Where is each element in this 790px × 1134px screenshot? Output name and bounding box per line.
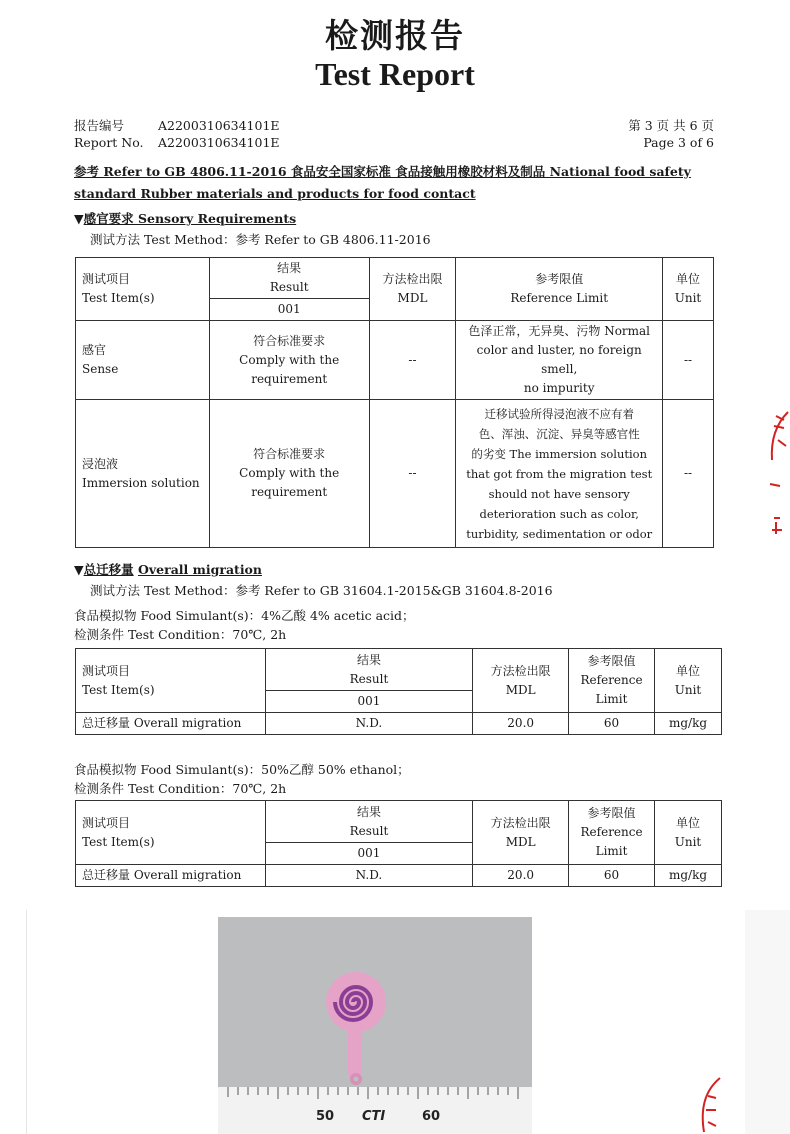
ruler-brand-label: CTI	[362, 1109, 386, 1124]
header-reference-line: Limit	[595, 692, 628, 706]
header-reference-limit	[569, 649, 655, 713]
header-mdl-en: MDL	[397, 291, 428, 305]
row-reference	[456, 400, 663, 548]
row-reference-line: 色泽正常，无异臭、污物 Normal	[468, 324, 651, 338]
header-test-item	[76, 801, 266, 865]
table-row	[76, 400, 714, 548]
header-reference-en: Reference Limit	[510, 291, 609, 305]
table-row	[76, 865, 722, 887]
migration-table-1	[75, 648, 722, 735]
food-simulant-2: 食品模拟物 Food Simulant(s)：50%乙醇 50% ethanol；	[74, 762, 410, 777]
header-mdl-cn: 方法检出限	[382, 272, 443, 286]
row-unit: --	[663, 400, 714, 548]
page-edge-shade	[745, 910, 790, 1134]
header-mdl	[369, 258, 456, 321]
header-test-item-cn: 测试项目	[82, 663, 131, 678]
row-reference-line: should not have sensory	[488, 486, 630, 501]
header-unit-en: Unit	[674, 834, 702, 849]
table-row	[76, 713, 722, 735]
row-reference-line: 的劣变 The immersion solution	[471, 446, 647, 461]
page-edge-line	[26, 910, 27, 1134]
row-result-line: 符合标准要求	[253, 447, 326, 461]
migration-heading-en: Overall migration	[138, 562, 262, 577]
sample-photo	[218, 917, 532, 1134]
row-reference-line: that got from the migration test	[466, 466, 653, 481]
migration-table-2	[75, 800, 722, 887]
row-unit: mg/kg	[655, 713, 722, 735]
header-sample-id: 001	[265, 843, 473, 865]
migration-header-row	[76, 801, 722, 843]
header-unit	[655, 649, 722, 713]
header-result-cn: 结果	[277, 261, 302, 275]
header-test-item-cn: 测试项目	[82, 815, 131, 830]
page-number-en: Page 3 of 6	[643, 135, 714, 150]
row-result-line: requirement	[251, 485, 328, 499]
header-mdl	[473, 801, 569, 865]
header-reference-cn: 参考限值	[535, 272, 584, 286]
header-mdl-cn: 方法检出限	[490, 815, 551, 830]
report-no-en: A2200310634101E	[158, 135, 280, 150]
header-reference-line: 参考限值	[587, 654, 636, 668]
header-result-cn: 结果	[356, 804, 381, 819]
standard-line-2: standard Rubber materials and products for food contact	[74, 186, 476, 201]
header-result	[209, 258, 369, 299]
standard-reference	[74, 161, 714, 205]
row-reference-line: color and luster, no foreign smell,	[476, 343, 642, 376]
ruler-label-60: 60	[422, 1109, 441, 1124]
row-item	[76, 321, 210, 400]
header-reference-line: Limit	[595, 844, 628, 858]
header-reference-line: 参考限值	[587, 806, 636, 820]
header-result-en: Result	[349, 671, 389, 686]
row-mdl: 20.0	[473, 713, 569, 735]
row-result-line: Comply with the	[239, 466, 340, 480]
header-mdl	[473, 649, 569, 713]
row-mdl: --	[369, 321, 456, 400]
row-reference	[456, 321, 663, 400]
header-unit	[655, 801, 722, 865]
header-mdl-cn: 方法检出限	[490, 663, 551, 678]
migration-header-row	[76, 649, 722, 691]
header-result-en: Result	[269, 280, 309, 294]
migration-heading	[74, 560, 262, 578]
row-item: 总迁移量 Overall migration	[76, 713, 266, 735]
row-result: N.D.	[265, 865, 473, 887]
header-reference-limit	[569, 801, 655, 865]
lollipop-sample-icon	[218, 917, 532, 1087]
header-unit-en: Unit	[674, 291, 702, 305]
report-title-cn: 检测报告	[325, 16, 465, 55]
triangle-marker-icon: ▼	[74, 562, 84, 577]
header-test-item-cn: 测试项目	[82, 272, 131, 286]
header-test-item-en: Test Item(s)	[82, 834, 155, 849]
row-item-cn: 感官	[82, 343, 107, 357]
header-test-item-en: Test Item(s)	[82, 291, 155, 305]
header-unit-en: Unit	[674, 682, 702, 697]
header-reference-limit	[456, 258, 663, 321]
header-test-item	[76, 258, 210, 321]
report-no-cn: A2200310634101E	[158, 118, 280, 133]
measuring-ruler	[218, 1087, 532, 1134]
row-item-cn: 浸泡液	[82, 456, 119, 471]
stamp-fragment-icon	[696, 1076, 726, 1134]
ruler-label-50: 50	[316, 1109, 335, 1124]
header-test-item	[76, 649, 266, 713]
migration-method: 测试方法 Test Method：参考 Refer to GB 31604.1-2015&GB 31604.8-2016	[90, 583, 553, 598]
header-result-cn: 结果	[356, 652, 381, 667]
row-mdl: 20.0	[473, 865, 569, 887]
header-sample-id: 001	[265, 691, 473, 713]
header-result	[265, 801, 473, 843]
header-mdl-en: MDL	[505, 682, 536, 697]
row-reference-line: no impurity	[523, 381, 595, 395]
row-item: 总迁移量 Overall migration	[76, 865, 266, 887]
row-reference-line: deterioration such as color,	[479, 506, 639, 521]
row-result	[209, 321, 369, 400]
report-no-label-cn: 报告编号	[74, 118, 125, 133]
row-reference-line: turbidity, sedimentation or odor	[466, 526, 653, 541]
test-condition-2: 检测条件 Test Condition：70℃, 2h	[74, 781, 287, 796]
row-reference-line: 色、浑浊、沉淀、异臭等感官性	[478, 426, 640, 441]
row-limit: 60	[569, 865, 655, 887]
row-item-en: Immersion solution	[82, 475, 200, 490]
table-row	[76, 321, 714, 400]
sensory-header-row	[76, 258, 714, 299]
header-reference-line: Reference	[580, 825, 643, 839]
header-reference-line: Reference	[580, 673, 643, 687]
row-result-line: Comply with the	[239, 352, 340, 367]
header-mdl-en: MDL	[505, 834, 536, 849]
header-result	[265, 649, 473, 691]
header-sample-id: 001	[209, 299, 369, 321]
header-unit-cn: 单位	[676, 272, 701, 286]
header-result-en: Result	[349, 823, 389, 838]
row-mdl: --	[369, 400, 456, 548]
food-simulant-1: 食品模拟物 Food Simulant(s)：4%乙酸 4% acetic acid；	[74, 608, 415, 623]
standard-line-1: 参考 Refer to GB 4806.11-2016 食品安全国家标准 食品接触用橡胶材料及制品 National food safety	[74, 164, 691, 179]
sensory-heading	[74, 209, 296, 227]
row-result	[209, 400, 369, 548]
report-title-en: Test Report	[315, 56, 475, 92]
row-item	[76, 400, 210, 548]
row-limit: 60	[569, 713, 655, 735]
test-condition-1: 检测条件 Test Condition：70℃, 2h	[74, 627, 287, 642]
ruler-ticks	[218, 1087, 532, 1107]
stamp-fragment-icon	[762, 400, 790, 560]
row-unit: mg/kg	[655, 865, 722, 887]
header-unit	[663, 258, 714, 321]
migration-heading-cn: 总迁移量	[83, 562, 134, 577]
row-item-en: Sense	[82, 362, 119, 376]
header-unit-cn: 单位	[676, 815, 701, 830]
page-number-cn: 第 3 页 共 6 页	[628, 118, 714, 133]
triangle-marker-icon: ▼	[74, 211, 84, 226]
row-result-line: requirement	[251, 371, 328, 386]
row-unit: --	[663, 321, 714, 400]
sensory-method: 测试方法 Test Method：参考 Refer to GB 4806.11-2016	[90, 232, 431, 247]
sensory-table	[75, 257, 714, 548]
header-test-item-en: Test Item(s)	[82, 682, 155, 697]
row-result: N.D.	[265, 713, 473, 735]
header-unit-cn: 单位	[676, 663, 701, 678]
row-reference-line: 迁移试验所得浸泡液不应有着	[484, 406, 634, 421]
sensory-heading-text: 感官要求 Sensory Requirements	[83, 211, 297, 226]
row-result-line: 符合标准要求	[253, 333, 326, 348]
report-no-label-en: Report No.	[74, 135, 144, 150]
